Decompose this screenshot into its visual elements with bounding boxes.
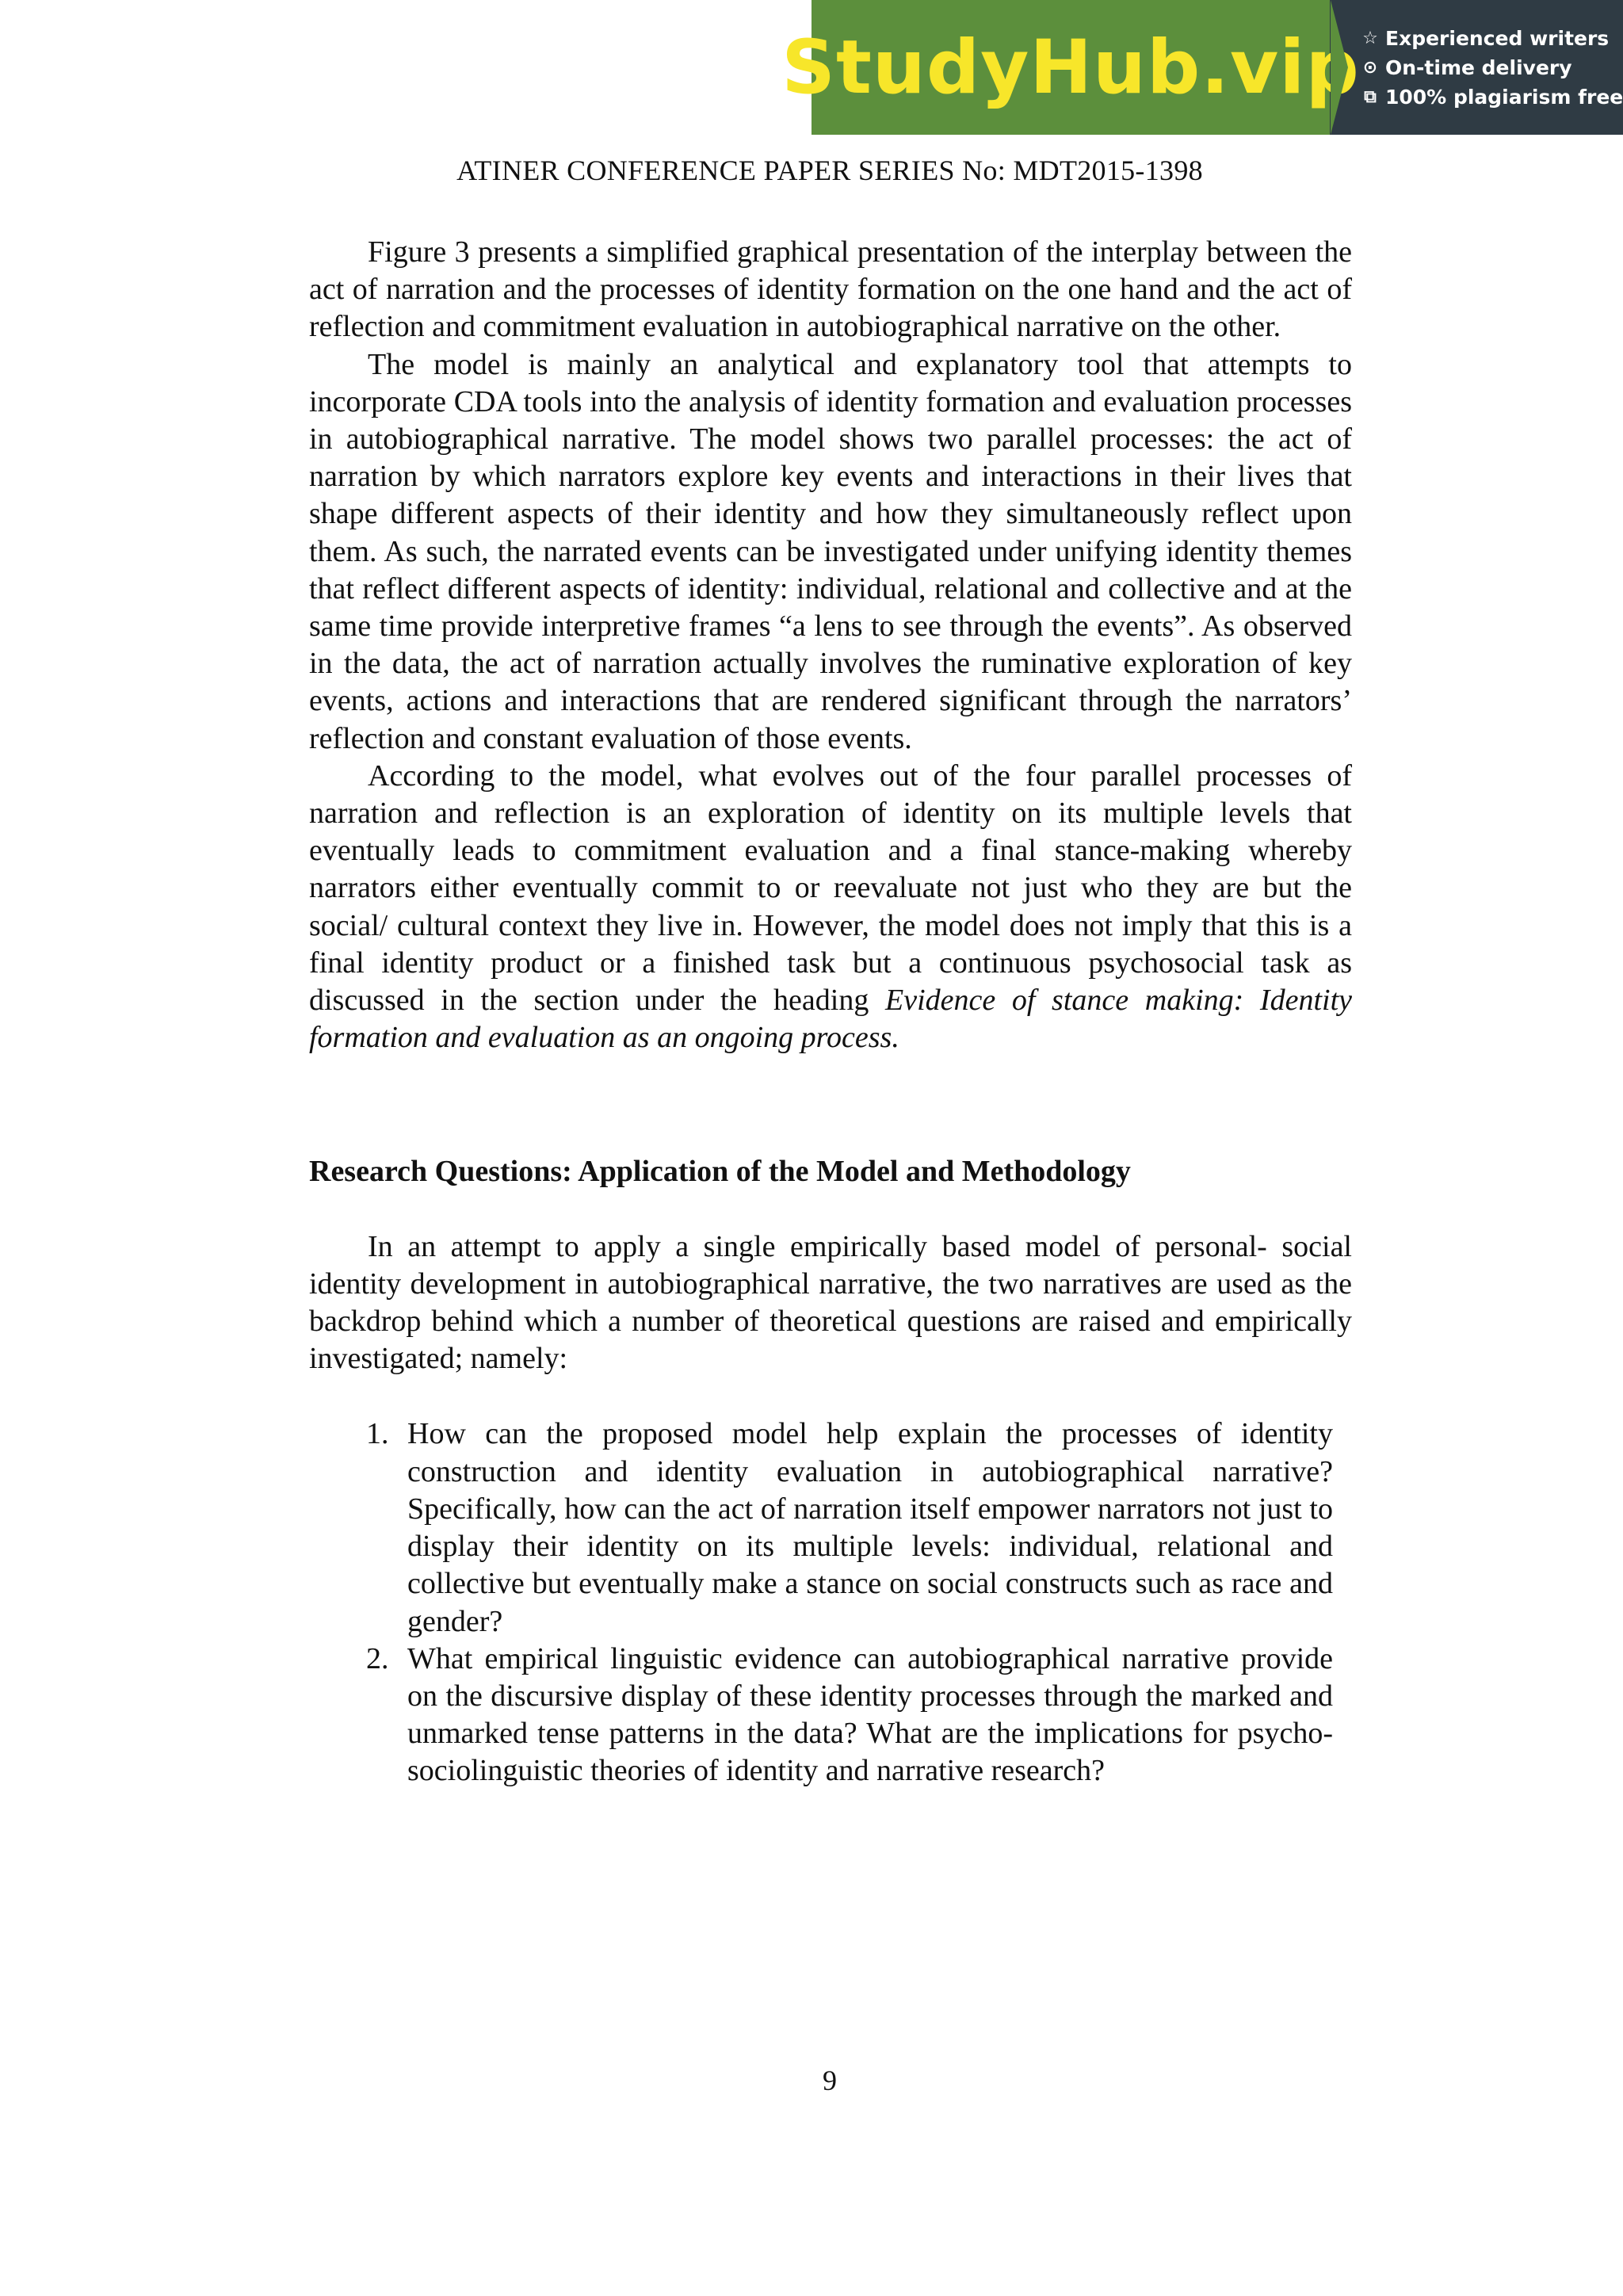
- feature-list: [1330, 0, 1623, 135]
- paragraph-3-text: According to the model, what evolves out of the four parallel processes of narration and reflection is an exploration of identity on its multiple levels that eventually leads to commitment evaluation and a final stance-making whereby narrators either eventually commit to or reevaluate not just who they are but the social/ cultural context they live in. However, the model does not imply that this is a final identity product or a finished task but a continuous psychosocial task as discussed in the section under the heading: [309, 758, 1352, 1018]
- spacer: [309, 1056, 1352, 1153]
- running-head: ATINER CONFERENCE PAPER SERIES No: MDT2015-1398: [456, 155, 1203, 186]
- list-text: What empirical linguistic evidence can autobiographical narrative provide on the discursive display of these identity processes through the marked and unmarked tense patterns in the data? What are the implications for psycho-sociolinguistic theories of identity and narrative research?: [407, 1641, 1333, 1788]
- page-number: 9: [823, 2065, 837, 2096]
- list-item: [366, 1641, 1333, 1790]
- paragraph-4: In an attempt to apply a single empirically based model of personal- social identity development in autobiographical narrative, the two narratives are used as the backdrop behind which a number of theoretical questions are raised and empirically investigated; namely:: [309, 1229, 1352, 1376]
- copy-icon: ⧉: [1364, 86, 1377, 107]
- studyhub-logo[interactable]: [781, 0, 1360, 135]
- clock-icon: ⊙: [1362, 57, 1378, 78]
- paragraph-1: Figure 3 presents a simplified graphical presentation of the interplay between the act of narration and the processes of identity formation on the one hand and the act of reflection and commitment evaluation in autobiographical narrative on the other.: [309, 235, 1352, 344]
- list-item: [366, 1415, 1333, 1640]
- section-heading: Research Questions: Application of the Model and Methodology: [309, 1155, 1131, 1189]
- feature-plagiarism-free: [1361, 86, 1623, 109]
- feature-label: On-time delivery: [1385, 55, 1572, 79]
- logo-chevron: [1331, 0, 1348, 135]
- paragraph-3: [309, 758, 1352, 1057]
- list-text: How can the proposed model help explain the processes of identity construction and identity evaluation in autobiographical narrative? Specifically, how can the act of narration itself empower narrators not just to display their identity on its multiple levels: individual, relational and collective but eventually make a stance on social constructs such as race and gender?: [407, 1417, 1333, 1638]
- studyhub-banner[interactable]: [781, 0, 1623, 135]
- feature-on-time-delivery: [1361, 56, 1623, 79]
- text-column: [309, 234, 1352, 1790]
- star-icon: ☆: [1362, 28, 1378, 48]
- research-questions-list: [366, 1415, 1333, 1790]
- feature-experienced-writers: [1361, 27, 1623, 50]
- section-reference: Evidence of stance making: Identity formation and evaluation as an ongoing process.: [309, 984, 1352, 1055]
- feature-label: 100% plagiarism free: [1385, 85, 1623, 109]
- paragraph-2: The model is mainly an analytical and explanatory tool that attempts to incorporate CDA tools into the analysis of identity formation and evaluation processes in autobiographical narrative. The model shows two parallel processes: the act of narration by which narrators explore key events and interactions in their lives that shape different aspects of their identity and how they simultaneously reflect upon them. As such, the narrated events can be investigated under unifying identity themes that reflect different aspects of identity: individual, relational and collective and at the same time provide interpretive frames “a lens to see through the events”. As observed in the data, the act of narration actually involves the ruminative exploration of key events, actions and interactions that are rendered significant through the narrators’ reflection and constant evaluation of those events.: [309, 347, 1352, 755]
- logo-text: StudyHub.vip: [781, 24, 1360, 111]
- spacer: [309, 1191, 1352, 1228]
- feature-label: Experienced writers: [1385, 26, 1610, 50]
- list-number: 2.: [366, 1641, 389, 1675]
- list-number: 1.: [366, 1417, 389, 1451]
- spacer: [309, 1377, 1352, 1415]
